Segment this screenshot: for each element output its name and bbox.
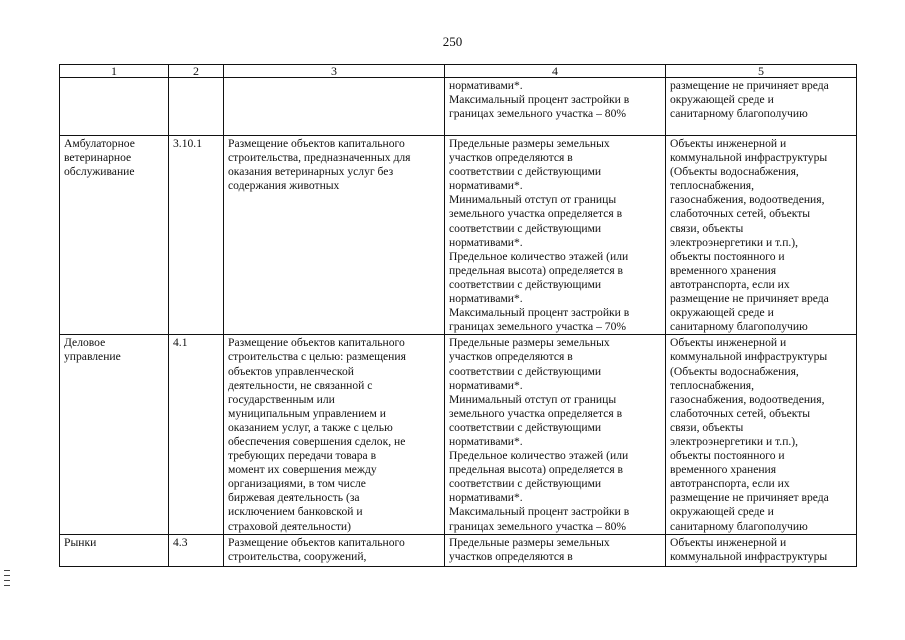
use-description-cell: Размещение объектов капитального строительства, предназначенных для оказания ветеринарных услуг без содержания животных [224,136,445,335]
table-header-row [60,65,857,78]
parameters-cell: Предельные размеры земельных участков определяются в соответствии с действующими нормативами*. Минимальный отступ от границы земельного участка определяется в соответствии с действующими нормативами*. Предельное количество этажей (или предельная высота) определяется в соответствии с действующими нормативами*. Максимальный процент застройки в границах земельного участка – 70% [445,136,666,335]
column-header: 3 [224,65,445,78]
column-header: 2 [169,65,224,78]
parameters-cell: Предельные размеры земельных участков определяются в [445,535,666,567]
use-code-cell [169,78,224,136]
use-code-cell: 3.10.1 [169,136,224,335]
column-header: 5 [666,65,857,78]
zoning-table [59,64,857,567]
use-name-cell [60,78,169,136]
auxiliary-uses-cell: размещение не причиняет вреда окружающей среде и санитарному благополучию [666,78,857,136]
auxiliary-uses-cell: Объекты инженерной и коммунальной инфраструктуры (Объекты водоснабжения, теплоснабжения, газоснабжения, водоотведения, слаботочных сетей, объекты связи, объекты электроэнергетики и т.п.), объекты постоянного и временного хранения автотранспорта, если их размещение не причиняет вреда окружающей среде и санитарному благополучию [666,136,857,335]
auxiliary-uses-cell: Объекты инженерной и коммунальной инфраструктуры [666,535,857,567]
use-description-cell [224,78,445,136]
table-row [60,136,857,335]
auxiliary-uses-cell: Объекты инженерной и коммунальной инфраструктуры (Объекты водоснабжения, теплоснабжения, газоснабжения, водоотведения, слаботочных сетей, объекты связи, объекты электроэнергетики и т.п.), объекты постоянного и временного хранения автотранспорта, если их размещение не причиняет вреда окружающей среде и санитарному благополучию [666,335,857,535]
use-description-cell: Размещение объектов капитального строительства, сооружений, [224,535,445,567]
table-row [60,335,857,535]
column-header: 4 [445,65,666,78]
use-name-cell: Рынки [60,535,169,567]
table-row [60,78,857,136]
use-name-cell: Амбулаторное ветеринарное обслуживание [60,136,169,335]
use-code-cell: 4.3 [169,535,224,567]
scan-margin-marks [4,570,10,596]
parameters-cell: Предельные размеры земельных участков определяются в соответствии с действующими нормативами*. Минимальный отступ от границы земельного участка определяется в соответствии с действующими нормативами*. Предельное количество этажей (или предельная высота) определяется в соответствии с действующими нормативами*. Максимальный процент застройки в границах земельного участка – 80% [445,335,666,535]
parameters-cell: нормативами*. Максимальный процент застройки в границах земельного участка – 80% [445,78,666,136]
column-header: 1 [60,65,169,78]
table-row [60,535,857,567]
use-name-cell: Деловое управление [60,335,169,535]
page-number: 250 [442,34,463,49]
use-description-cell: Размещение объектов капитального строительства с целью: размещения объектов управленческой деятельности, не связанной с государственным или муниципальным управлением и оказанием услуг, а также с целью обеспечения совершения сделок, не требующих передачи товара в момент их совершения между организациями, в том числе биржевая деятельность (за исключением банковской и страховой деятельности) [224,335,445,535]
use-code-cell: 4.1 [169,335,224,535]
